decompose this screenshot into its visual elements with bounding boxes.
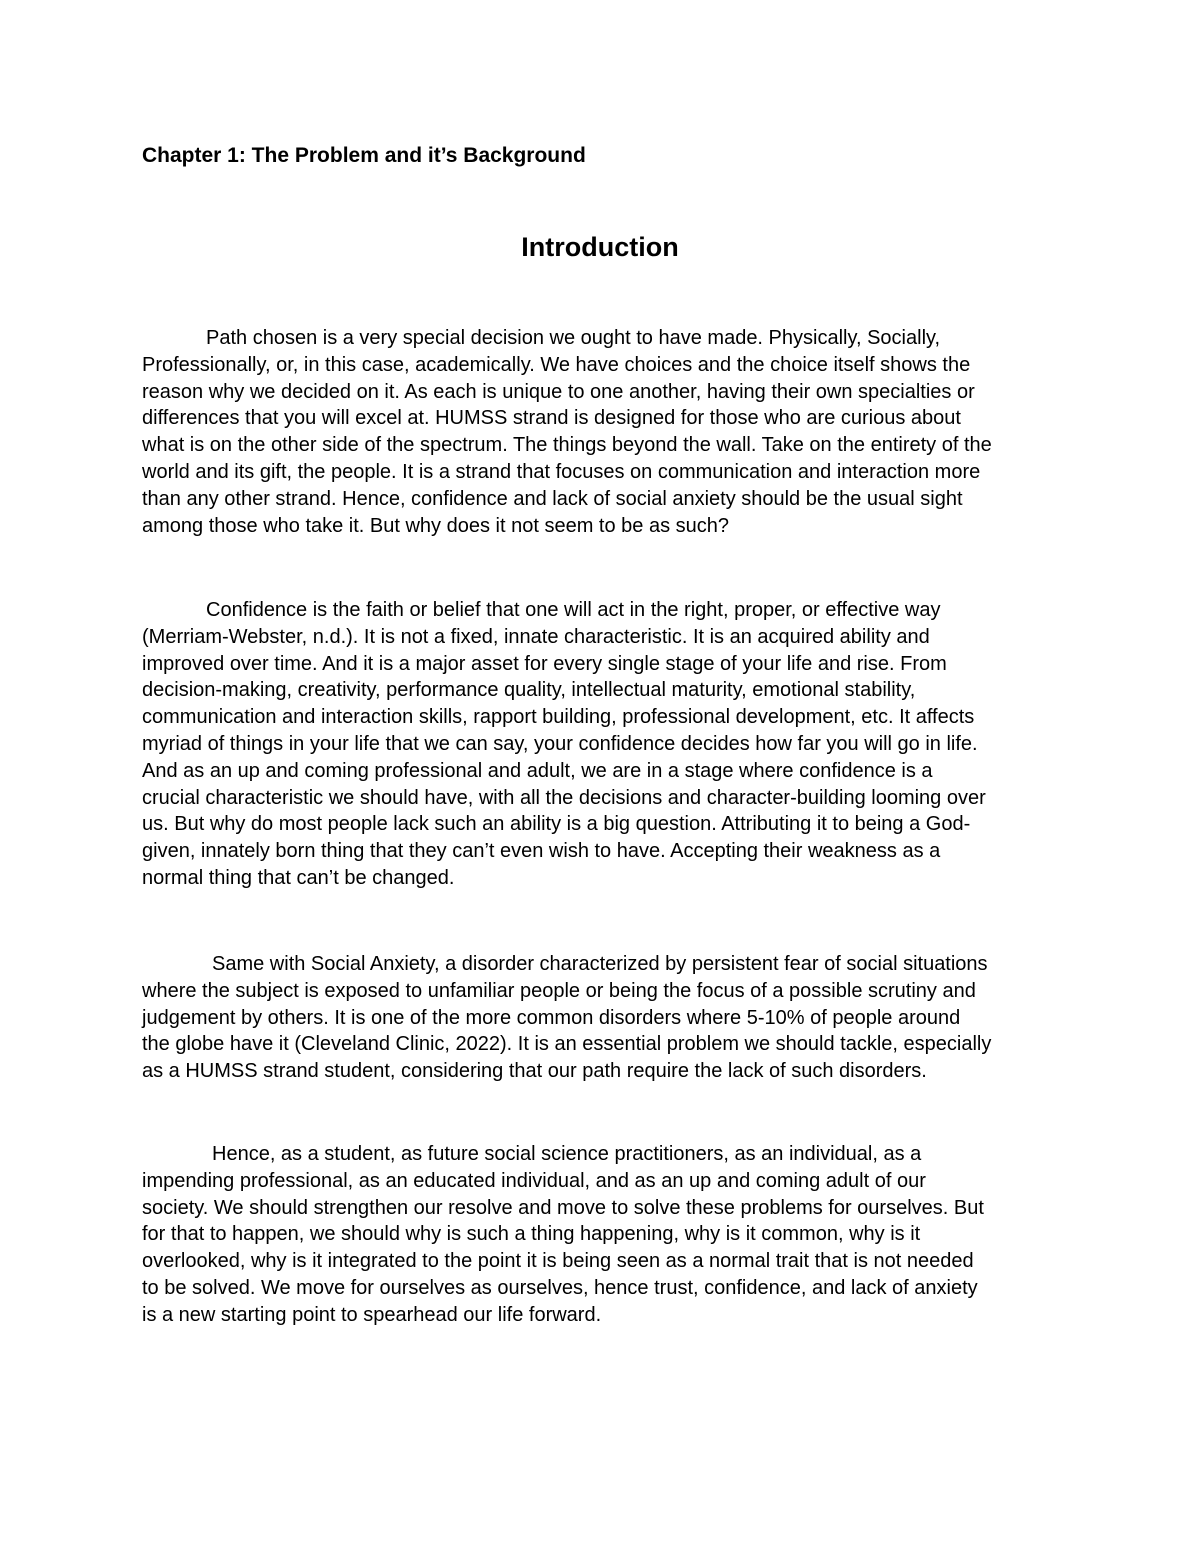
paragraph-line: overlooked, why is it integrated to the point it is being seen as a normal trait that is not needed — [142, 1250, 974, 1273]
paragraph-line: differences that you will excel at. HUMSS strand is designed for those who are curious about — [142, 407, 961, 430]
paragraph-line: Same with Social Anxiety, a disorder characterized by persistent fear of social situations — [212, 953, 988, 975]
paragraph-line: crucial characteristic we should have, with all the decisions and character-building looming over — [142, 786, 986, 809]
paragraph-line: as a HUMSS strand student, considering that our path require the lack of such disorders. — [142, 1060, 927, 1083]
paragraph-line: Hence, as a student, as future social science practitioners, as an individual, as a — [212, 1143, 922, 1165]
paragraph-line: And as an up and coming professional and adult, we are in a stage where confidence is a — [142, 759, 933, 782]
paragraph-line: decision-making, creativity, performance quality, intellectual maturity, emotional stability, — [142, 679, 916, 702]
paragraph-line: than any other strand. Hence, confidence and lack of social anxiety should be the usual sight — [142, 487, 963, 510]
chapter-heading: Chapter 1: The Problem and it’s Background — [142, 144, 586, 167]
paragraph-line: normal thing that can’t be changed. — [142, 866, 455, 889]
paragraph-line: for that to happen, we should why is such a thing happening, why is it common, why is it — [142, 1223, 921, 1246]
paragraph-line: reason why we decided on it. As each is unique to one another, having their own specialties or — [142, 380, 975, 403]
paragraph-line: to be solved. We move for ourselves as ourselves, hence trust, confidence, and lack of anxiety — [142, 1276, 978, 1299]
paragraph-line: myriad of things in your life that we can say, your confidence decides how far you will go in life. — [142, 732, 978, 755]
paragraph-line: society. We should strengthen our resolve and move to solve these problems for ourselves. But — [142, 1196, 984, 1219]
paragraph-line: is a new starting point to spearhead our life forward. — [142, 1303, 602, 1326]
paragraph-line: improved over time. And it is a major asset for every single stage of your life and rise. From — [142, 652, 947, 675]
paragraph-line: judgement by others. It is one of the more common disorders where 5-10% of people around — [142, 1006, 961, 1029]
paragraph-line: us. But why do most people lack such an ability is a big question. Attributing it to being a God- — [142, 813, 971, 836]
section-title: Introduction — [521, 232, 679, 262]
paragraph-line: world and its gift, the people. It is a strand that focuses on communication and interaction more — [142, 460, 981, 483]
paragraph-line: Professionally, or, in this case, academically. We have choices and the choice itself shows the — [142, 353, 971, 376]
paragraph-line: given, innately born thing that they can’t even wish to have. Accepting their weakness as a — [142, 840, 941, 863]
paragraph-line: impending professional, as an educated individual, and as an up and coming adult of our — [142, 1169, 926, 1192]
paragraph-line: communication and interaction skills, rapport building, professional development, etc. It affects — [142, 706, 975, 729]
paragraph-line: (Merriam-Webster, n.d.). It is not a fixed, innate characteristic. It is an acquired ability and — [142, 625, 930, 648]
paragraph-line: what is on the other side of the spectrum. The things beyond the wall. Take on the entirety of the — [142, 434, 992, 457]
paragraph-line: Path chosen is a very special decision we ought to have made. Physically, Socially, — [206, 327, 941, 349]
paragraph — [142, 597, 1072, 892]
paragraph-line: the globe have it (Cleveland Clinic, 2022). It is an essential problem we should tackle, especially — [142, 1033, 992, 1056]
paragraph — [142, 1141, 1072, 1329]
paragraph-line: Confidence is the faith or belief that one will act in the right, proper, or effective way — [206, 599, 941, 621]
paragraph — [142, 325, 1072, 539]
paragraph-line: where the subject is exposed to unfamiliar people or being the focus of a possible scrutiny and — [142, 979, 976, 1002]
paragraph-line: among those who take it. But why does it not seem to be as such? — [142, 514, 730, 537]
paragraph — [142, 951, 1072, 1085]
